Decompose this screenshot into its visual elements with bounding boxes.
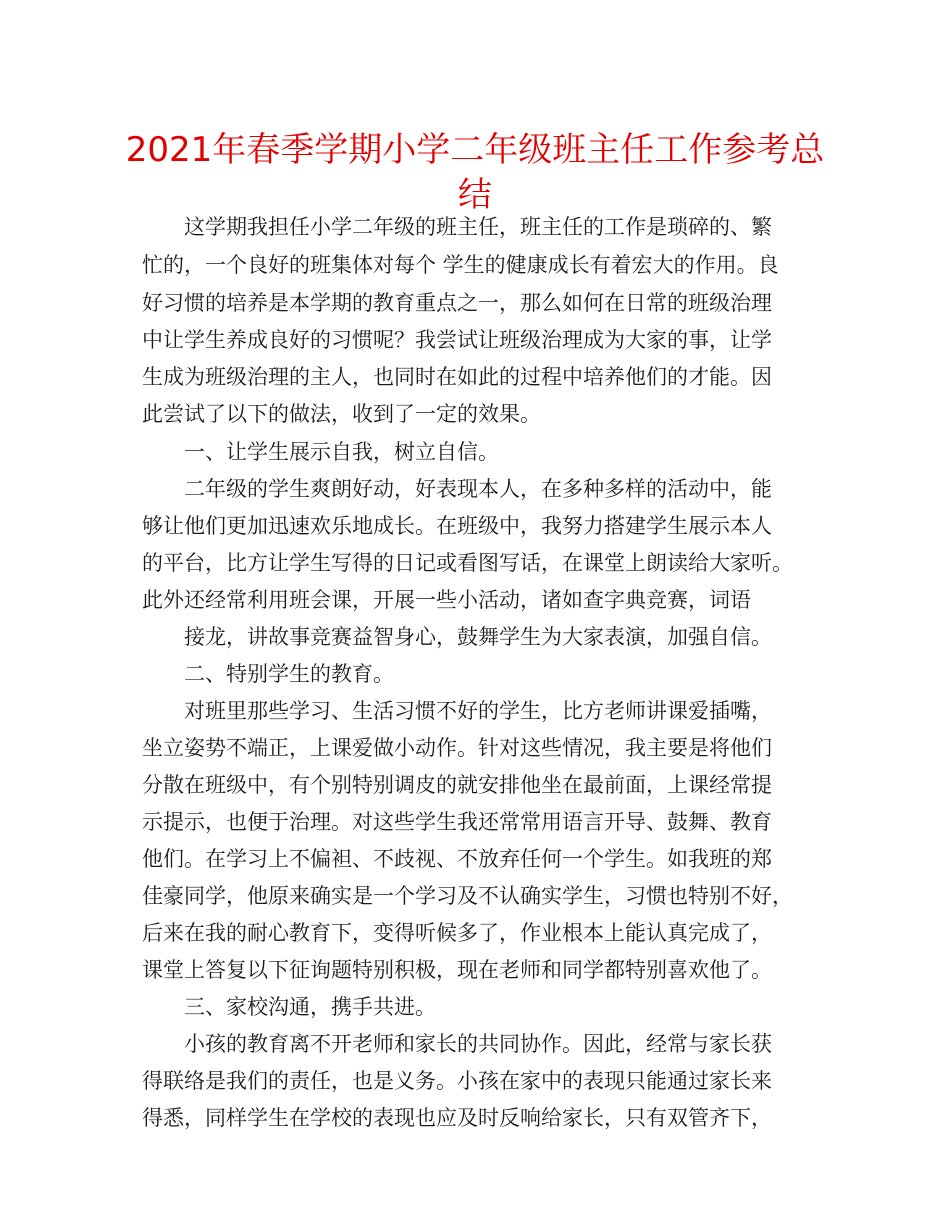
paragraph-3-line-5: 他们。在学习上不偏袒、不歧视、不放弃任何一个学生。如我班的郑 (142, 847, 772, 871)
paragraph-1-line-5: 生成为班级治理的主人，也同时在如此的过程中培养他们的才能。因 (142, 365, 772, 389)
document-title-line-1: 2021年春季学期小学二年级班主任工作参考总 (125, 130, 825, 170)
paragraph-2-line-5: 接龙，讲故事竞赛益智身心，鼓舞学生为大家表演，加强自信。 (184, 625, 772, 649)
paragraph-1-line-6: 此尝试了以下的做法，收到了一定的效果。 (142, 402, 541, 426)
paragraph-4-line-2: 得联络是我们的责任，也是义务。小孩在家中的表现只能通过家长来 (142, 1069, 772, 1093)
paragraph-3-line-2: 坐立姿势不端正，上课爱做小动作。针对这些情况，我主要是将他们 (142, 736, 772, 760)
paragraph-2-line-4: 此外还经常利用班会课，开展一些小活动，诸如查字典竞赛，词语 (142, 588, 751, 612)
paragraph-1-line-4: 中让学生养成良好的习惯呢？我尝试让班级治理成为大家的事，让学 (142, 328, 772, 352)
paragraph-3-line-4: 示提示，也便于治理。对这些学生我还常常用语言开导、鼓舞、教育 (142, 810, 772, 834)
paragraph-4-line-3: 得悉，同样学生在学校的表现也应及时反响给家长，只有双管齐下， (142, 1106, 772, 1130)
paragraph-1-line-3: 好习惯的培养是本学期的教育重点之一，那么如何在日常的班级治理 (142, 291, 772, 315)
section-heading-2: 二、特别学生的教育。 (184, 662, 394, 686)
paragraph-3-line-1: 对班里那些学习、生活习惯不好的学生，比方老师讲课爱插嘴， (184, 699, 772, 723)
paragraph-3-line-6: 佳豪同学，他原来确实是一个学习及不认确实学生，习惯也特别不好， (142, 884, 793, 908)
paragraph-2-line-2: 够让他们更加迅速欢乐地成长。在班级中，我努力搭建学生展示本人 (142, 514, 772, 538)
paragraph-3-line-8: 课堂上答复以下征询题特别积极，现在老师和同学都特别喜欢他了。 (142, 958, 772, 982)
paragraph-3-line-7: 后来在我的耐心教育下，变得听候多了，作业根本上能认真完成了， (142, 921, 772, 945)
paragraph-4-line-1: 小孩的教育离不开老师和家长的共同协作。因此，经常与家长获 (184, 1032, 772, 1056)
section-heading-1: 一、让学生展示自我，树立自信。 (184, 440, 499, 464)
paragraph-1-line-1: 这学期我担任小学二年级的班主任，班主任的工作是琐碎的、繁 (184, 215, 772, 239)
paragraph-1-line-2: 忙的，一个良好的班集体对每个 学生的健康成长有着宏大的作用。良 (142, 253, 779, 277)
paragraph-3-line-3: 分散在班级中，有个别特别调皮的就安排他坐在最前面，上课经常提 (142, 773, 772, 797)
paragraph-2-line-3: 的平台，比方让学生写得的日记或看图写话，在课堂上朗读给大家听。 (142, 551, 793, 575)
paragraph-2-line-1: 二年级的学生爽朗好动，好表现本人，在多种多样的活动中，能 (184, 477, 772, 501)
section-heading-3: 三、家校沟通，携手共进。 (184, 995, 436, 1019)
document-title-line-2: 结 (458, 175, 492, 215)
